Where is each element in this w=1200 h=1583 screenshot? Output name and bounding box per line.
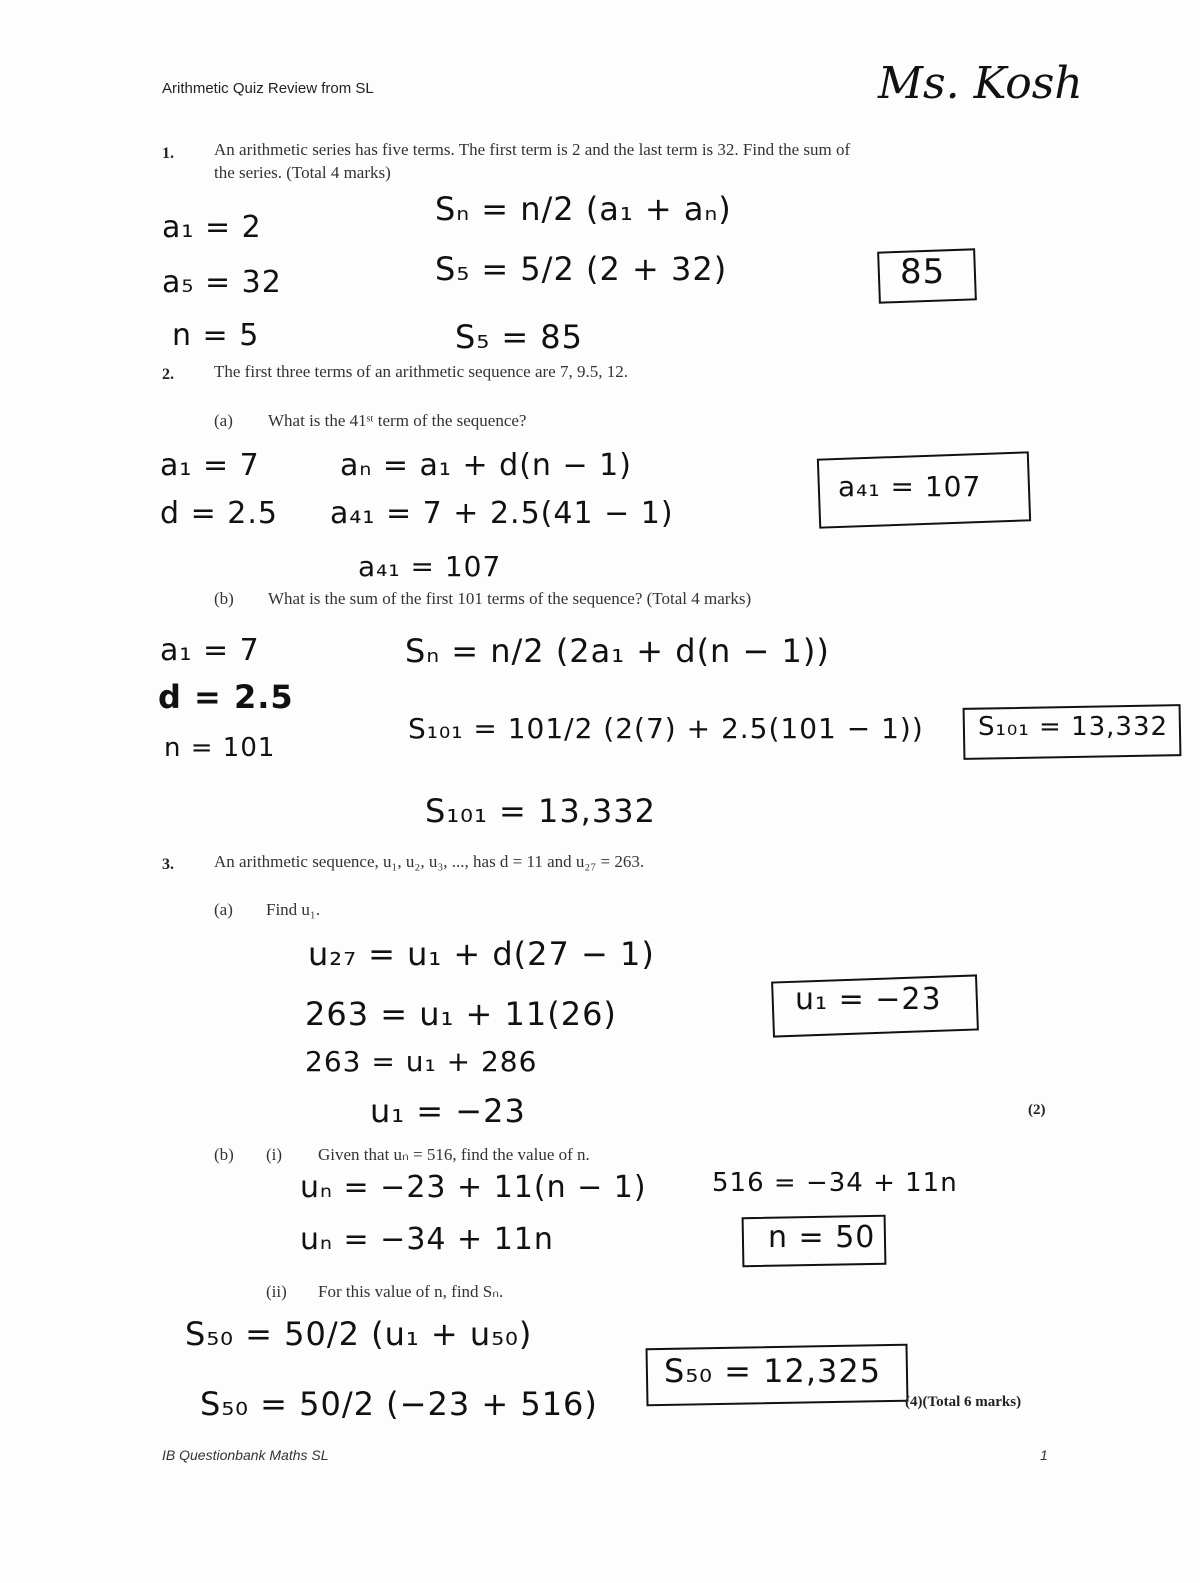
- q2b-given-n: n = 101: [164, 733, 276, 763]
- q3a-work-line3: 263 = u₁ + 286: [305, 1045, 538, 1078]
- q2b-work-result: S₁₀₁ = 13,332: [425, 792, 656, 830]
- worksheet-title: Arithmetic Quiz Review from SL: [162, 80, 374, 97]
- q3bii-answer: S₅₀ = 12,325: [664, 1352, 882, 1390]
- q2b-label: (b): [214, 589, 234, 608]
- q3bi-work-line1: uₙ = −23 + 11(n − 1): [300, 1170, 647, 1205]
- q2b-work-formula: Sₙ = n/2 (2a₁ + d(n − 1)): [405, 632, 830, 670]
- q1-text-line2: the series. (Total 4 marks): [214, 163, 391, 182]
- footer-page-number: 1: [1040, 1447, 1048, 1463]
- q2a-given-a1: a₁ = 7: [160, 448, 260, 483]
- q2a-text: What is the 41ˢᵗ term of the sequence?: [268, 411, 527, 430]
- q1-given-a5: a₅ = 32: [162, 265, 282, 300]
- q3bi-text: Given that uₙ = 516, find the value of n.: [318, 1145, 590, 1164]
- q1-work-substitution: S₅ = 5/2 (2 + 32): [435, 250, 728, 288]
- q3-number: 3.: [162, 856, 174, 873]
- q1-given-n: n = 5: [172, 318, 260, 353]
- q2b-text: What is the sum of the first 101 terms of the sequence? (Total 4 marks): [268, 589, 752, 608]
- q2a-answer: a₄₁ = 107: [838, 470, 982, 503]
- q1-given-a1: a₁ = 2: [162, 210, 262, 245]
- q3a-work-line2: 263 = u₁ + 11(26): [305, 995, 617, 1033]
- q2a-work-result: a₄₁ = 107: [358, 550, 502, 583]
- q3bi-side-work: 516 = −34 + 11n: [712, 1168, 958, 1198]
- q3bi-answer: n = 50: [768, 1220, 876, 1255]
- q3a-marks: (2): [1028, 1102, 1046, 1118]
- footer-source: IB Questionbank Maths SL: [162, 1447, 329, 1463]
- q2b-given-a1: a₁ = 7: [160, 633, 260, 668]
- teacher-signature: Ms. Kosh: [878, 58, 1083, 109]
- q2a-work-substitution: a₄₁ = 7 + 2.5(41 − 1): [330, 496, 674, 531]
- q3a-label: (a): [214, 900, 233, 919]
- q3a-work-line1: u₂₇ = u₁ + d(27 − 1): [308, 935, 655, 973]
- q1-work-result: S₅ = 85: [455, 318, 584, 356]
- q3bii-work-line2: S₅₀ = 50/2 (−23 + 516): [200, 1385, 598, 1423]
- q3a-work-line4: u₁ = −23: [370, 1092, 526, 1130]
- q2-text: The first three terms of an arithmetic sequence are 7, 9.5, 12.: [214, 362, 628, 381]
- q3bii-label: (ii): [266, 1282, 287, 1301]
- q1-text-line1: An arithmetic series has five terms. The first term is 2 and the last term is 32. Find the sum of: [214, 140, 851, 159]
- q3bi-work-line2: uₙ = −34 + 11n: [300, 1222, 554, 1257]
- q2a-work-formula: aₙ = a₁ + d(n − 1): [340, 448, 632, 483]
- q3-text: An arithmetic sequence, u₁, u₂, u₃, ..., has d = 11 and u₂₇ = 263.: [214, 852, 645, 871]
- q1-answer: 85: [900, 252, 946, 292]
- q3bii-marks: (4)(Total 6 marks): [905, 1394, 1022, 1410]
- q3a-answer: u₁ = −23: [795, 982, 942, 1017]
- q2a-given-d: d = 2.5: [160, 496, 278, 531]
- q2-number: 2.: [162, 366, 174, 383]
- q3bii-work-line1: S₅₀ = 50/2 (u₁ + u₅₀): [185, 1315, 533, 1353]
- q3b-label: (b): [214, 1145, 234, 1164]
- q1-work-formula: Sₙ = n/2 (a₁ + aₙ): [435, 190, 732, 228]
- q3bi-label: (i): [266, 1145, 283, 1164]
- q2b-answer: S₁₀₁ = 13,332: [978, 712, 1169, 742]
- q2a-label: (a): [214, 411, 233, 430]
- q2b-work-substitution: S₁₀₁ = 101/2 (2(7) + 2.5(101 − 1)): [408, 712, 924, 745]
- q3a-text: Find u₁.: [266, 900, 321, 919]
- q3bii-text: For this value of n, find Sₙ.: [318, 1282, 504, 1301]
- q1-number: 1.: [162, 145, 174, 162]
- q2b-given-d: d = 2.5: [158, 678, 294, 716]
